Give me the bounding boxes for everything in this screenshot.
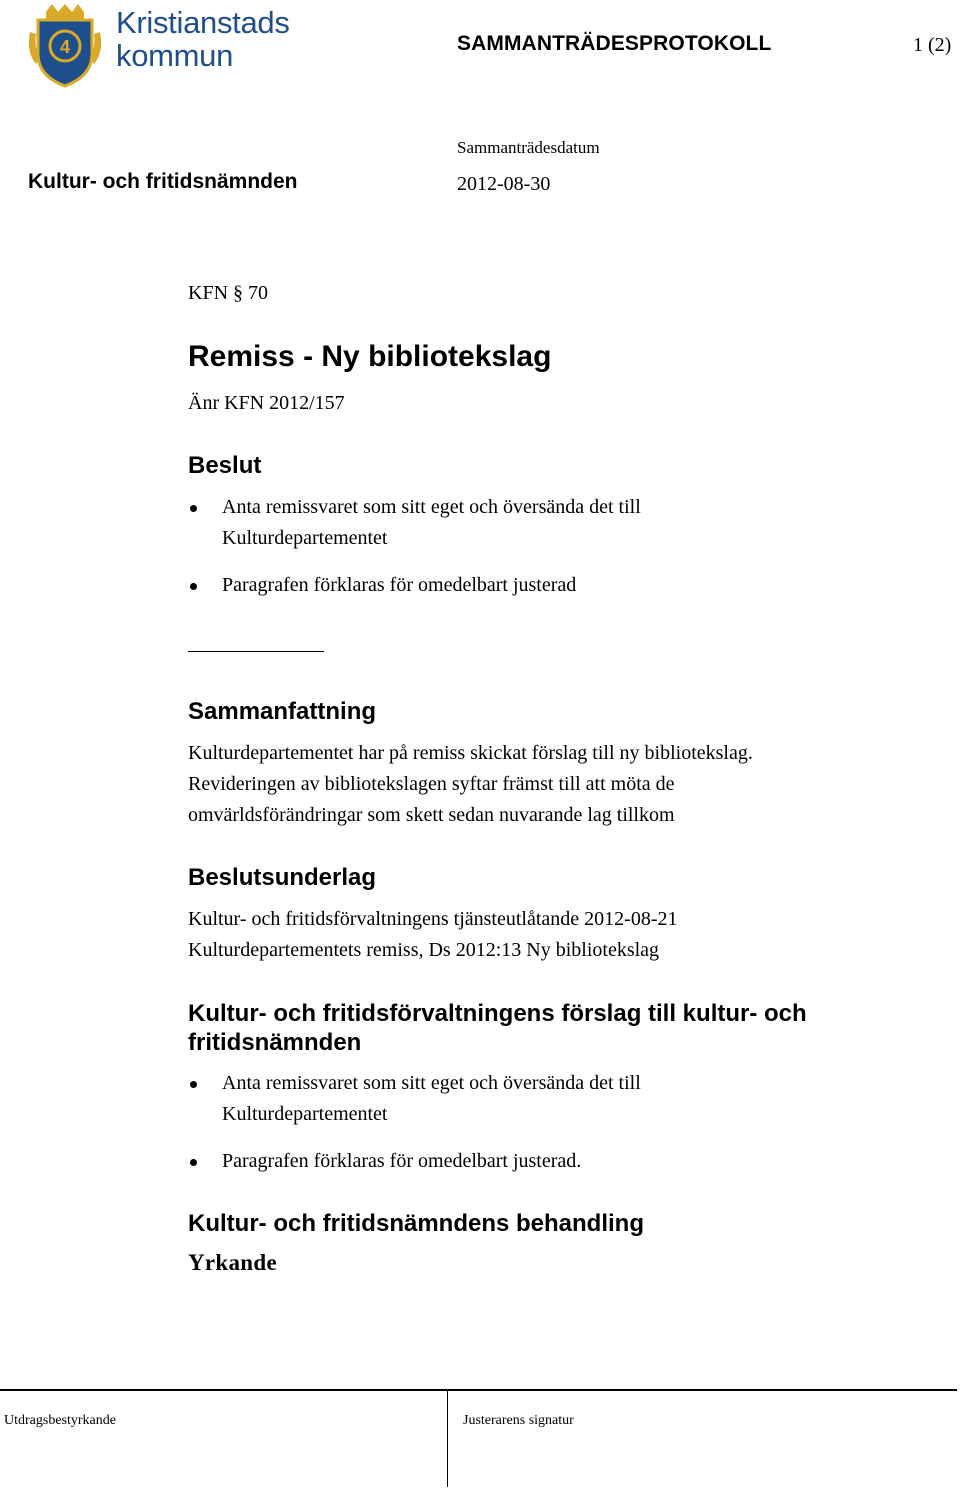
bullet-icon <box>190 1081 197 1088</box>
proposal-item-1: Anta remissvaret som sitt eget och översända det till Kulturdepartementet <box>222 1072 641 1125</box>
list-item <box>188 1068 788 1130</box>
bullet-icon <box>190 1159 197 1166</box>
proposal-list <box>188 1068 788 1193</box>
proposal-item-2: Paragrafen förklaras för omedelbart justerad. <box>222 1150 582 1172</box>
footer-rule <box>0 1389 957 1391</box>
date-label: Sammanträdesdatum <box>457 138 600 157</box>
org-name-line2: kommun <box>116 38 234 73</box>
page-number: 1 (2) <box>913 34 952 56</box>
decision-heading: Beslut <box>188 452 262 479</box>
svg-text:4: 4 <box>59 37 71 57</box>
committee-name: Kultur- och fritidsnämnden <box>28 170 298 193</box>
decision-item-1: Anta remissvaret som sitt eget och översända det till Kulturdepartementet <box>222 496 641 549</box>
basis-heading: Beslutsunderlag <box>188 864 377 891</box>
footer-divider <box>447 1391 448 1487</box>
decision-list <box>188 492 788 617</box>
decision-item-2: Paragrafen förklaras för omedelbart justerad <box>222 574 577 596</box>
bullet-icon <box>190 583 197 590</box>
case-number: Änr KFN 2012/157 <box>188 392 345 414</box>
divider <box>188 651 324 652</box>
handling-subheading: Yrkande <box>188 1250 278 1275</box>
list-item <box>188 570 788 601</box>
handling-heading: Kultur- och fritidsnämndens behandling <box>188 1210 644 1237</box>
bullet-icon <box>190 505 197 512</box>
list-item <box>188 492 788 554</box>
paragraph-reference: KFN § 70 <box>188 282 269 304</box>
page-title: Remiss - Ny bibliotekslag <box>188 340 552 373</box>
kristianstad-logo <box>26 2 316 88</box>
crest-icon <box>26 2 104 88</box>
footer-certification-label: Utdragsbestyrkande <box>4 1413 116 1428</box>
summary-text: Kulturdepartementet har på remiss skickat förslag till ny bibliotekslag. Revideringen av bibliotekslagen syftar främst till att möta de omvärldsförändringar som skett sedan nuvarande lag tillkom <box>188 742 753 826</box>
meeting-date: 2012-08-30 <box>457 173 551 195</box>
basis-line-2: Kulturdepartementets remiss, Ds 2012:13 Ny bibliotekslag <box>188 939 660 961</box>
basis-line-1: Kultur- och fritidsförvaltningens tjänsteutlåtande 2012-08-21 <box>188 908 678 930</box>
summary-heading: Sammanfattning <box>188 698 377 725</box>
org-name-line1: Kristianstads <box>116 5 290 40</box>
proposal-heading: Kultur- och fritidsförvaltningens förslag till kultur- och fritidsnämnden <box>188 1000 807 1056</box>
footer-signature-label: Justerarens signatur <box>463 1413 574 1428</box>
list-item <box>188 1146 788 1177</box>
document-type: SAMMANTRÄDESPROTOKOLL <box>457 32 772 55</box>
